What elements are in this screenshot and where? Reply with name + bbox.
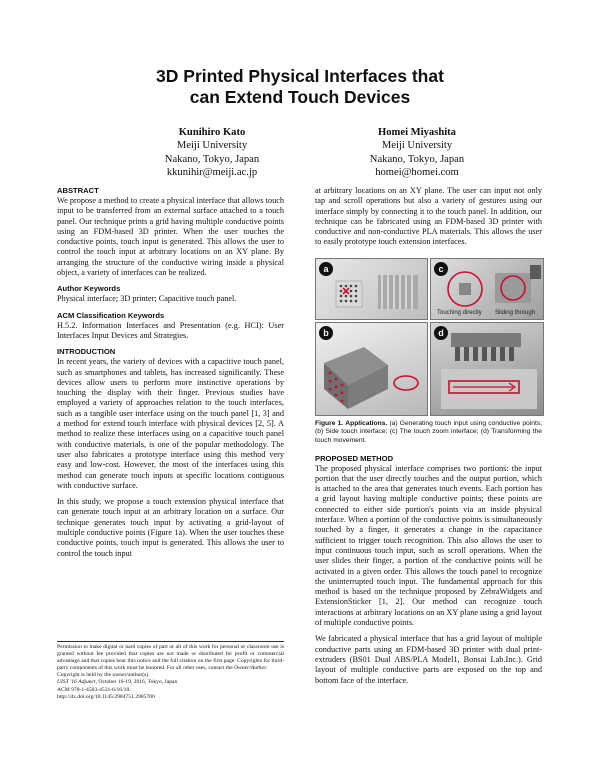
right-column: [315, 186, 542, 686]
copyright-venue-date: October 16-19, 2016, Tokyo, Japan: [98, 679, 178, 686]
paper-title: [0, 66, 600, 108]
panel-d-badge: d: [434, 326, 448, 340]
introduction-paragraph-1: In recent years, the variety of devices with a capacitive touch panel, such as smartphones and tablets, has increased significantly. These devices allow users to perform more instinctive operations by touching the display with their finger. Previous studies have employed a variety of approaches relation to the touch interfaces, such as a tangible user interface using on the touch panel [1, 3] and a method for extend touch interface with physical devices [2, 5]. A method to realize these interfaces using on a capacitive touch panel with conductive materials, is one of the popular methodology. The user also fabricates a prototype interface using this method very easy and low-cost. However, the most of the interfaces using this method can generate touch inputs at specific locations contiguous with conductive surface.: [57, 357, 284, 490]
copyright-permission: Permission to make digital or hard copies of part or all of this work for personal or classroom use is granted without fee provided that copies are not made or distributed for profit or commercial advantage and that copies bear this notice and the full citation on the first page. Copyrights for third-party components of this work must be honored. For all other uses, contact the: [57, 644, 284, 672]
figure-panel-a: [315, 258, 428, 320]
author-location: Nakano, Tokyo, Japan: [369, 153, 465, 165]
left-column: [57, 186, 284, 559]
proposed-method-paragraph-1: The proposed physical interface comprises two portions: the input portion that the user directly touches and the output portion, which is attached to the area that generates touch events. Each portion has a grid layout having multiple conductive points; these points are connected to either side portion's points via an inside physical interface. When a portion of the conductive points is simultaneously touched by a finger, it generates a change in the capacitance sufficient to trigger touch recognition. This also allows the user to input continuous touch input, such as scroll operations. When the user slides their finger, a portion of the conductive points will be activated in a given order. This allows the touch panel to recognize the uninterrupted touch input. The fundamental approach for this method is based on the technique proposed by ZebraWidgets and ExtensionSticker [1, 2]. Our method can recognize touch interactions at arbitrary locations on an XY plane using a grid layout of multiple conductive points.: [315, 463, 542, 628]
acm-heading: ACM Classification Keywords: [57, 310, 165, 320]
author-affiliation: Meiji University: [176, 140, 248, 152]
abstract-text: We propose a method to create a physical interface that allows touch input to be transferred from an external surface attached to a touch panel. Our technique prints a grid having multiple conductive points using an FDM-based 3D printer. When the user touches the conductive points, touch input is generated. This allows the user to control the touch input at arbitrary locations on an XY plane. By arranging the structure of the conductive wiring inside a physical object, a variety of interfaces can be realized.: [57, 196, 284, 278]
acm-text: H.5.2. Information Interfaces and Presentation (e.g. HCI): User Interfaces Input Devices and Strategies.: [57, 320, 284, 340]
introduction-heading: INTRODUCTION: [57, 347, 116, 357]
author-name: Kunihiro Kato: [178, 127, 246, 138]
copyright-acm-isbn: ACM 978-1-4503-4531-6/16/10.: [57, 686, 131, 693]
introduction-paragraph-2: In this study, we propose a touch extension physical interface that can generate touch input at an arbitrary location on a surface. Our technique generates touch input by activating a grid-layout of multiple conductive points (Figure 1a). When the user touches these conductive points, touch input is generated. This allows the user to control the touch input: [57, 497, 284, 558]
figure-panel-c: [430, 258, 544, 320]
author-email: homei@homei.com: [375, 167, 459, 179]
author-location: Nakano, Tokyo, Japan: [164, 153, 260, 165]
copyright-owner-author: Owner/Author.: [234, 665, 268, 672]
panel-a-badge: a: [319, 262, 333, 276]
side-touch-illustration: [316, 323, 427, 415]
author-block-1: [112, 126, 312, 180]
transform-touch-illustration: [431, 323, 543, 415]
title-line-1: 3D Printed Physical Interfaces that: [156, 66, 444, 86]
figure-1-caption: [315, 420, 542, 446]
copyright-held: Copyright is held by the owner/author(s).: [57, 672, 150, 679]
introduction-paragraph-2-continued: at arbitrary locations on an XY plane. The user can input not only tap and scroll operations but also a variety of gestures using our interface simply by connecting it to the touch panel. In addition, our technique can be fabricated using an FDM-based 3D printer with conductive and non-conductive PLA materials. This allows the user to easily prototype touch extension interfaces.: [315, 186, 542, 247]
abstract-heading: ABSTRACT: [57, 186, 99, 195]
copyright-doi: http://dx.doi.org/10.1145/2984751.2985700: [57, 693, 155, 700]
copyright-block: [57, 641, 284, 701]
sliding-through-label: Sliding through: [495, 309, 536, 316]
caption-title: Applications.: [345, 419, 388, 427]
author-affiliation: Meiji University: [381, 140, 453, 152]
title-line-2: can Extend Touch Devices: [189, 87, 411, 107]
author-name: Homei Miyashita: [378, 127, 456, 138]
keywords-heading: Author Keywords: [57, 284, 121, 294]
touching-directly-label: Touching directly: [437, 309, 482, 316]
proposed-method-paragraph-2: We fabricated a physical interface that has a grid layout of multiple conductive parts using an FDM-based 3D printer with dual print-extruders (BS01 Dual ABS/PLA Model1, Bonsai Lab.Inc.). Grid layout of multiple conductive parts are exposed on the top and bottom face of the interface.: [315, 634, 542, 685]
panel-b-badge: b: [319, 326, 333, 340]
proposed-method-heading: PROPOSED METHOD: [315, 453, 394, 463]
figure-1: [315, 258, 542, 414]
caption-label: Figure 1.: [315, 419, 344, 427]
copyright-venue: UIST '16 Adjunct,: [57, 679, 97, 686]
keywords-text: Physical interface; 3D printer; Capacitive touch panel.: [57, 294, 237, 304]
author-block-2: [317, 126, 517, 180]
panel-c-badge: c: [434, 262, 448, 276]
author-email: kkunihir@meiji.ac.jp: [166, 167, 258, 179]
figure-panel-d: [430, 322, 544, 416]
caption-text: (a) Generating touch input using conductive points; (b) Side touch interface; (c) The touch zoom interface; (d) Transforming the touch movement.: [315, 419, 543, 444]
figure-panel-b: [315, 322, 428, 416]
